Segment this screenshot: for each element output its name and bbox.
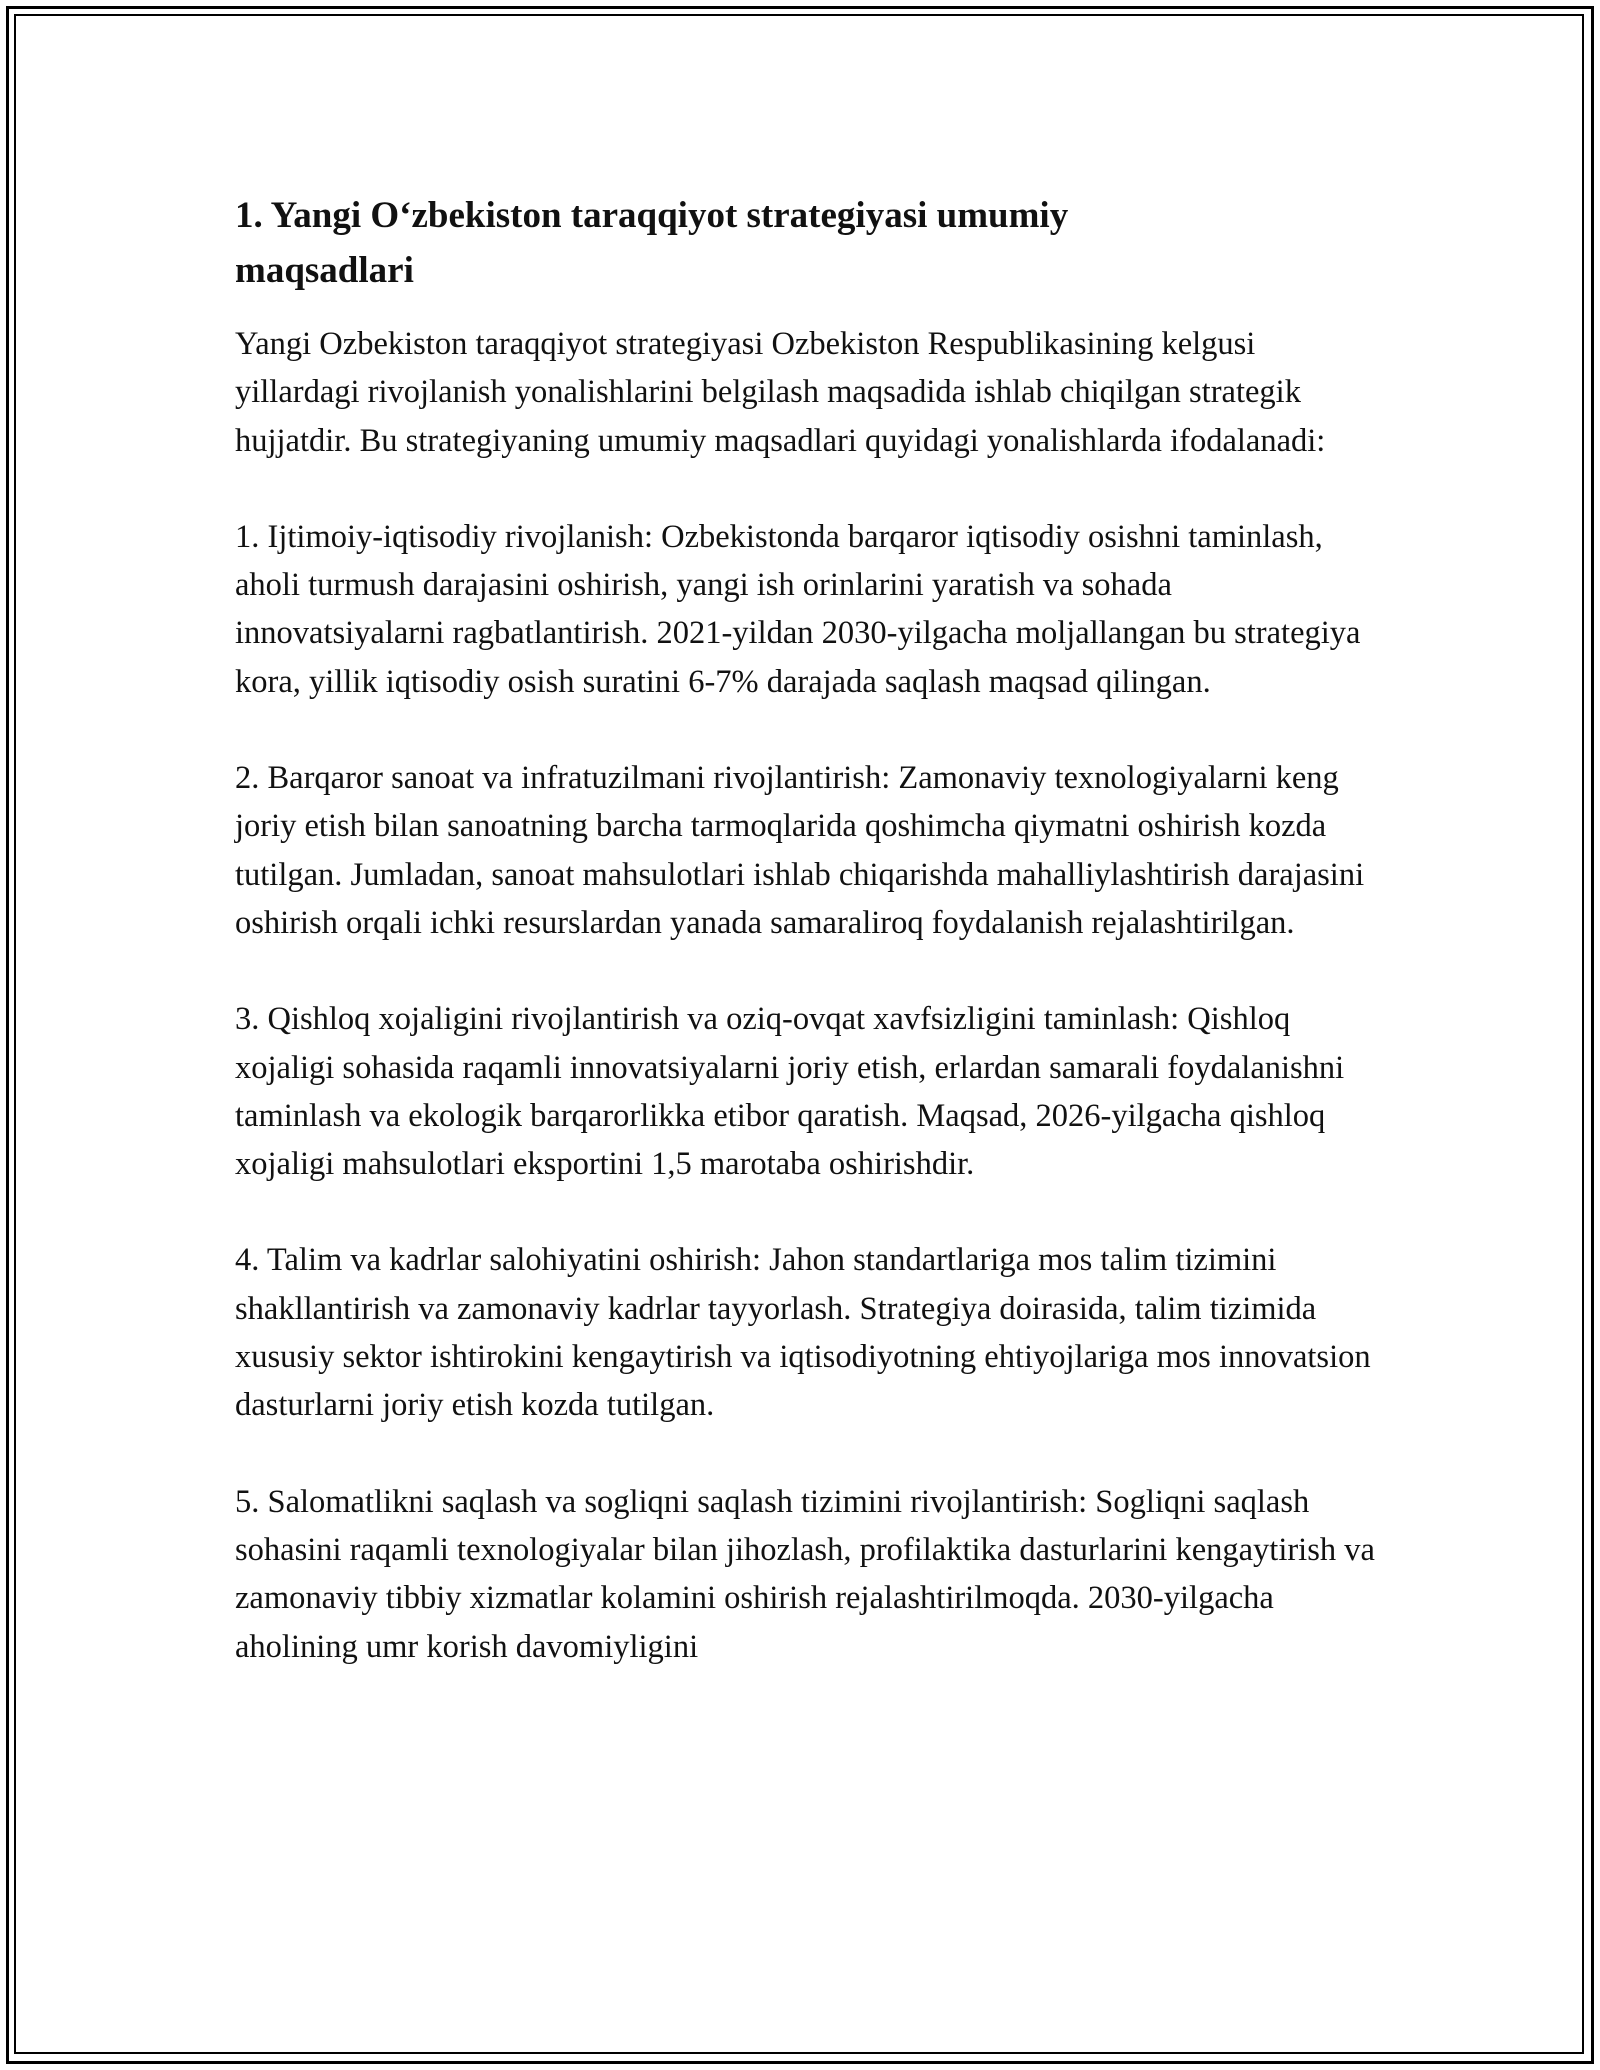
document-body <box>235 188 1375 1719</box>
paragraph-goal-5: 5. Salomatlikni saqlash va sogliqni saqlash tizimini rivojlantirish: Sogliqni saqlash sohasini raqamli texnologiyalar bilan jihozlash, profilaktika dasturlarini kengaytirish va zamonaviy tibbiy xizmatlar kolamini oshirish rejalashtirilmoqda. 2030-yilgacha aholining umr korish davomiyligini <box>235 1483 1375 1665</box>
intro-paragraph: Yangi Ozbekiston taraqqiyot strategiyasi Ozbekiston Respublikasining kelgusi yillardagi rivojlanish yonalishlarini belgilash maqsadida ishlab chiqilgan strategik hujjatdir. Bu strategiyaning umumiy maqsadlari quyidagi yonalishlarda ifodalanadi: <box>235 326 1326 459</box>
paragraph-goal-3: 3. Qishloq xojaligini rivojlantirish va oziq-ovqat xavfsizligini taminlash: Qishloq xojaligi sohasida raqamli innovatsiyalarni joriy etish, erlardan samarali foydalanishni taminlash va ekologik barqarorlikka etibor qaratish. Maqsad, 2026-yilgacha qishloq xojaligi mahsulotlari eksportini 1,5 marotaba oshirishdir. <box>235 1001 1345 1183</box>
paragraph-goal-1: 1. Ijtimoiy-iqtisodiy rivojlanish: Ozbekistonda barqaror iqtisodiy osishni taminlash, aholi turmush darajasini oshirish, yangi ish orinlarini yaratish va sohada innovatsiyalarni ragbatlantirish. 2021-yildan 2030-yilgacha moljallangan bu strategiya kora, yillik iqtisodiy osish suratini 6-7% darajada saqlash maqsad qilingan. <box>235 518 1361 700</box>
section-heading: 1. Yangi O‘zbekiston taraqqiyot strategiyasi umumiy maqsadlari <box>235 195 1069 291</box>
paragraph-goal-2: 2. Barqaror sanoat va infratuzilmani rivojlantirish: Zamonaviy texnologiyalarni keng joriy etish bilan sanoatning barcha tarmoqlarida qoshimcha qiymatni oshirish kozda tutilgan. Jumladan, sanoat mahsulotlari ishlab chiqarishda mahalliylashtirish darajasini oshirish orqali ichki resurslardan yanada samaraliroq foydalanish rejalashtirilgan. <box>235 760 1365 941</box>
paragraph-goal-4: 4. Talim va kadrlar salohiyatini oshirish: Jahon standartlariga mos talim tizimini shakllantirish va zamonaviy kadrlar tayyorlash. Strategiya doirasida, talim tizimida xususiy sektor ishtirokini kengaytirish va iqtisodiyotning ehtiyojlariga mos innovatsion dasturlarni joriy etish kozda tutilgan. <box>235 1242 1371 1424</box>
